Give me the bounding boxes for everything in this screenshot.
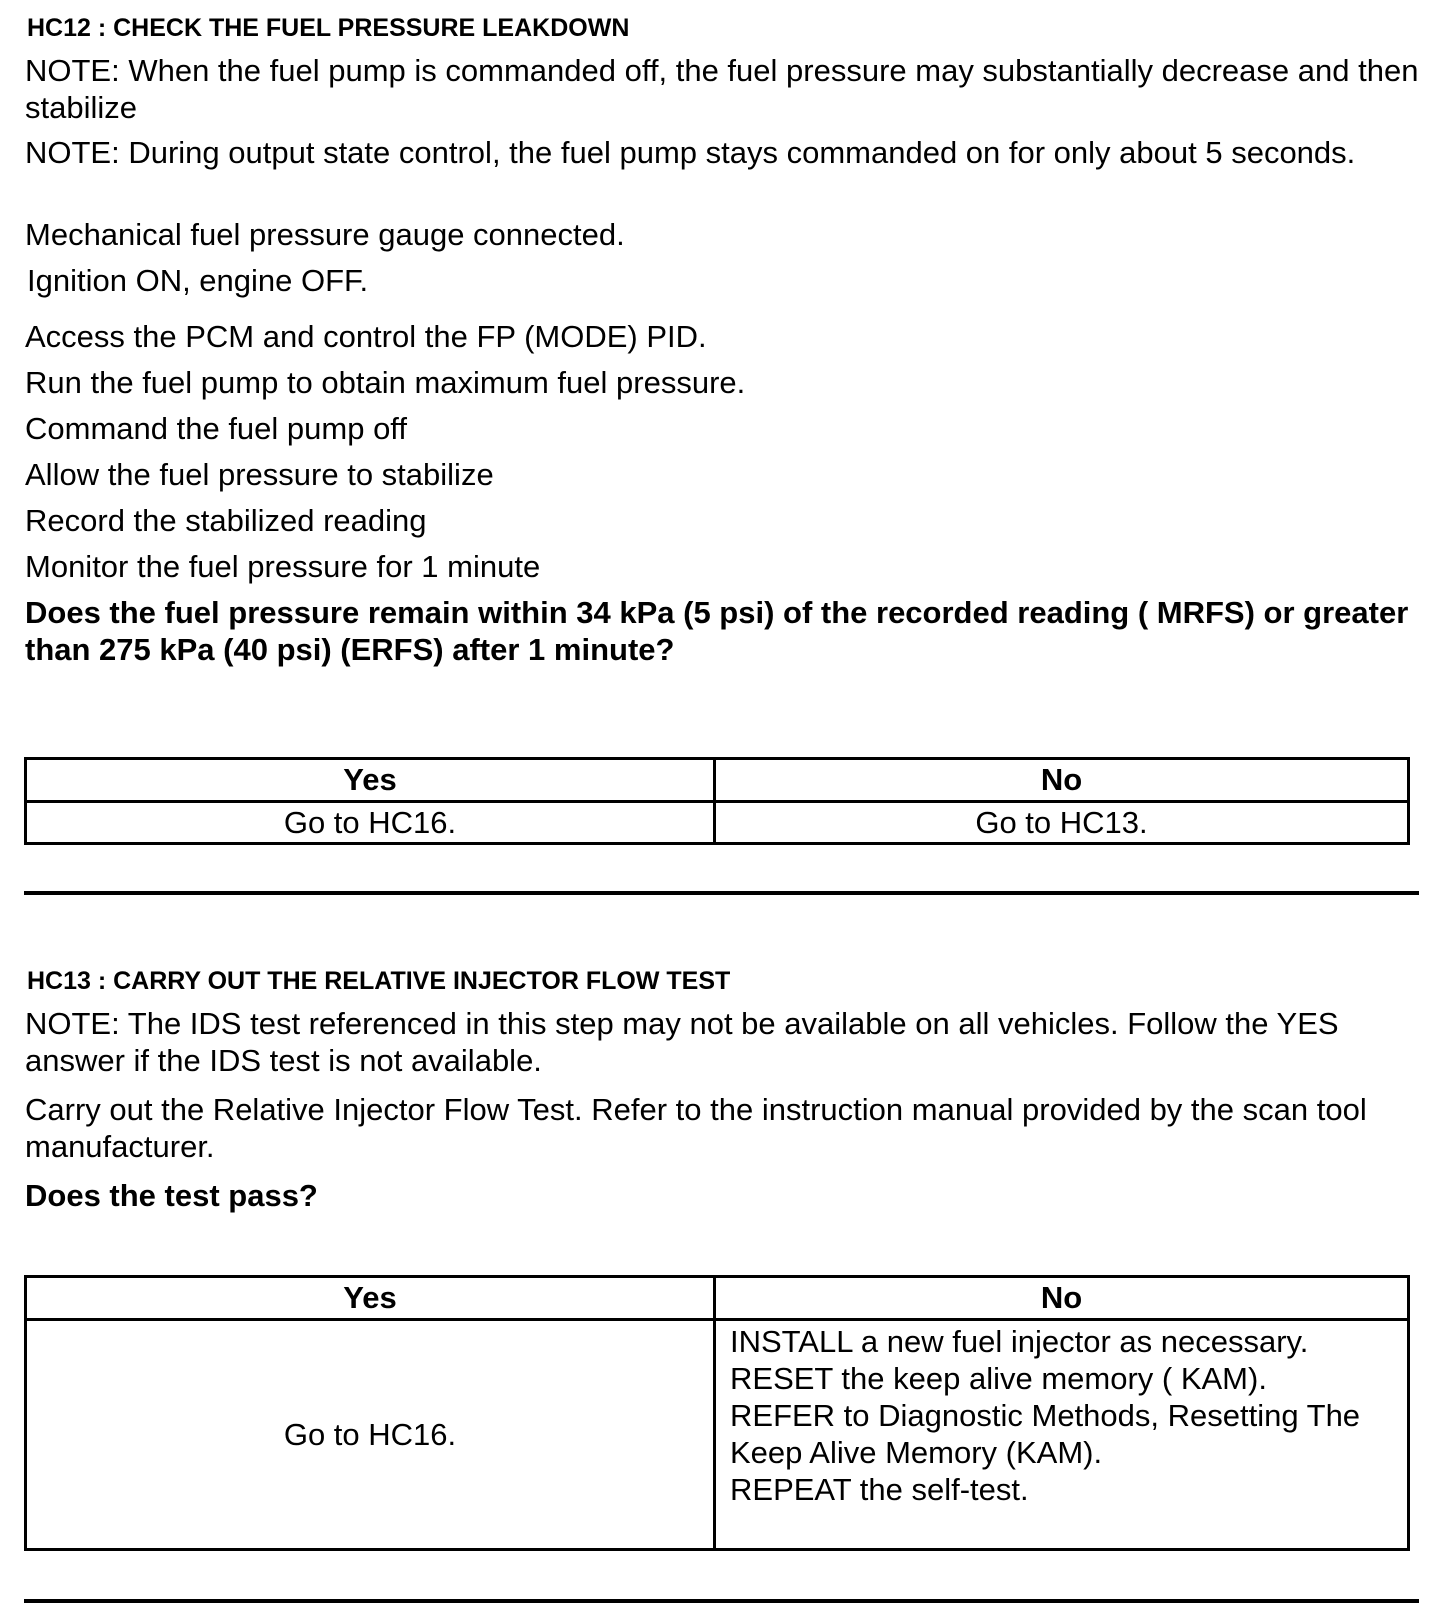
hc12-step-3: Command the fuel pump off xyxy=(25,411,407,446)
hc12-question: Does the fuel pressure remain within 34 kPa (5 psi) of the recorded reading ( MRFS) or greater than 275 kPa (40 psi) (ERFS) after 1 minute? xyxy=(25,595,1409,667)
hc13-answer-table xyxy=(24,1275,1410,1551)
hc13-question: Does the test pass? xyxy=(25,1178,318,1213)
table-row xyxy=(26,802,1409,844)
action-reset-kam: RESET the keep alive memory ( KAM). xyxy=(730,1361,1267,1396)
hc12-answer-table xyxy=(24,757,1410,845)
action-refer-diagnostic-methods: REFER to Diagnostic Methods, Resetting The Keep Alive Memory (KAM). xyxy=(730,1398,1361,1470)
action-install-injector: INSTALL a new fuel injector as necessary. xyxy=(730,1324,1309,1359)
hc12-step-4: Allow the fuel pressure to stabilize xyxy=(25,457,494,492)
yes-action: Go to HC16. xyxy=(26,802,715,844)
hc13-title: HC13 : CARRY OUT THE RELATIVE INJECTOR FLOW TEST xyxy=(27,967,731,995)
hc13-note: NOTE: The IDS test referenced in this step may not be available on all vehicles. Follow the YES answer if the IDS test is not available. xyxy=(25,1006,1339,1078)
no-action: Go to HC13. xyxy=(715,802,1409,844)
section-divider xyxy=(24,1599,1419,1603)
no-actions xyxy=(715,1320,1409,1550)
hc12-step-6: Monitor the fuel pressure for 1 minute xyxy=(25,549,541,584)
hc12-step-1: Access the PCM and control the FP (MODE) PID. xyxy=(25,319,707,354)
yes-header: Yes xyxy=(26,1277,715,1320)
action-repeat-self-test: REPEAT the self-test. xyxy=(730,1472,1029,1507)
table-header-row xyxy=(26,1277,1409,1320)
table-header-row xyxy=(26,759,1409,802)
hc12-step-2: Run the fuel pump to obtain maximum fuel pressure. xyxy=(25,365,746,400)
no-header: No xyxy=(715,759,1409,802)
hc12-condition-ignition: Ignition ON, engine OFF. xyxy=(27,263,369,298)
hc12-note-2: NOTE: During output state control, the fuel pump stays commanded on for only about 5 seconds. xyxy=(25,135,1356,170)
hc12-step-5: Record the stabilized reading xyxy=(25,503,427,538)
no-header: No xyxy=(715,1277,1409,1320)
yes-header: Yes xyxy=(26,759,715,802)
section-divider xyxy=(24,891,1419,895)
hc12-condition-gauge: Mechanical fuel pressure gauge connected. xyxy=(25,217,625,252)
hc12-title: HC12 : CHECK THE FUEL PRESSURE LEAKDOWN xyxy=(27,14,630,42)
hc12-note-1: NOTE: When the fuel pump is commanded off, the fuel pressure may substantially decrease and then stabilize xyxy=(25,53,1419,125)
hc13-instruction: Carry out the Relative Injector Flow Test. Refer to the instruction manual provided by the scan tool manufacturer. xyxy=(25,1092,1367,1164)
table-row xyxy=(26,1320,1409,1550)
yes-action: Go to HC16. xyxy=(26,1320,715,1550)
